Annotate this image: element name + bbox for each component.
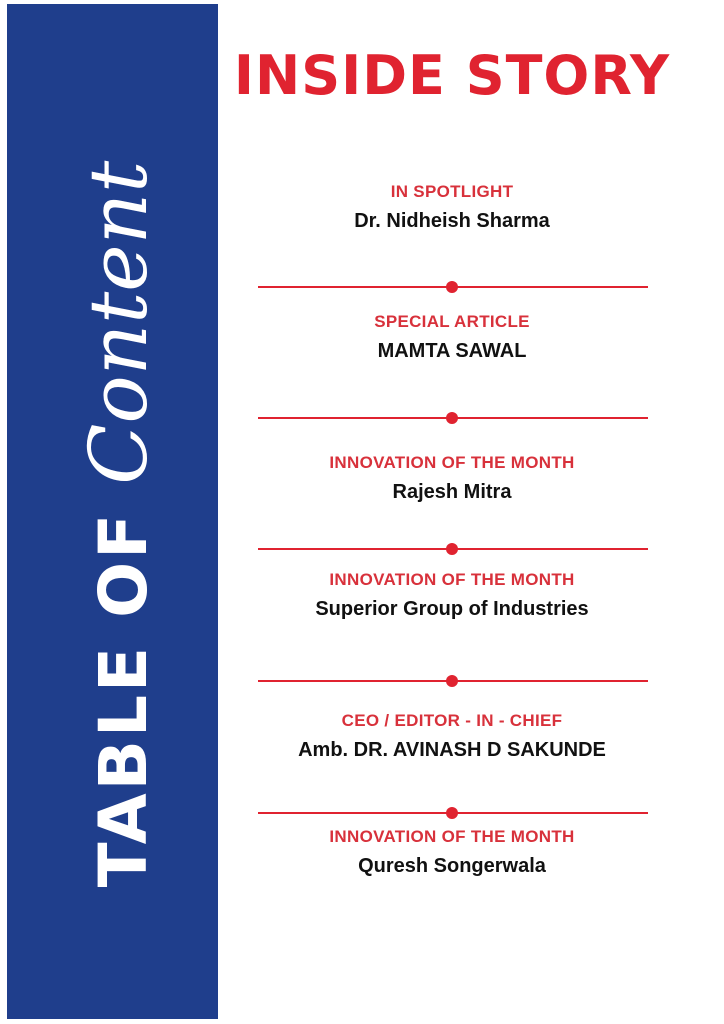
toc-entry-special-article[interactable] [222, 312, 682, 363]
divider-dot [446, 675, 458, 687]
page-title: INSIDE STORY [233, 44, 671, 107]
entry-name: MAMTA SAWAL [377, 340, 527, 362]
entry-name: Superior Group of Industries [315, 598, 589, 620]
divider-dot [446, 412, 458, 424]
vertical-title-script: Content [72, 160, 165, 485]
vertical-title [72, 160, 165, 888]
entry-label: CEO / EDITOR - IN - CHIEF [341, 711, 563, 730]
entry-label: INNOVATION OF THE MONTH [329, 827, 575, 846]
entry-name: Quresh Songerwala [358, 855, 546, 877]
divider [258, 548, 648, 550]
divider-dot [446, 807, 458, 819]
toc-entry-innovation-1[interactable] [222, 453, 682, 504]
vertical-title-bold: TABLE OF [85, 510, 162, 888]
divider [258, 680, 648, 682]
sidebar-panel [7, 4, 218, 1019]
divider [258, 812, 648, 814]
toc-entry-ceo-editor[interactable] [222, 711, 682, 762]
entry-label: IN SPOTLIGHT [390, 182, 514, 201]
entry-name: Amb. DR. AVINASH D SAKUNDE [298, 739, 606, 761]
toc-entry-spotlight[interactable] [222, 182, 682, 233]
toc-entry-innovation-3[interactable] [222, 827, 682, 878]
entry-name: Dr. Nidheish Sharma [354, 210, 550, 232]
divider [258, 417, 648, 419]
divider [258, 286, 648, 288]
toc-entry-innovation-2[interactable] [222, 570, 682, 621]
entry-label: INNOVATION OF THE MONTH [329, 453, 575, 472]
entry-name: Rajesh Mitra [392, 481, 512, 503]
divider-dot [446, 281, 458, 293]
entry-label: INNOVATION OF THE MONTH [329, 570, 575, 589]
entry-label: SPECIAL ARTICLE [374, 312, 530, 331]
divider-dot [446, 543, 458, 555]
